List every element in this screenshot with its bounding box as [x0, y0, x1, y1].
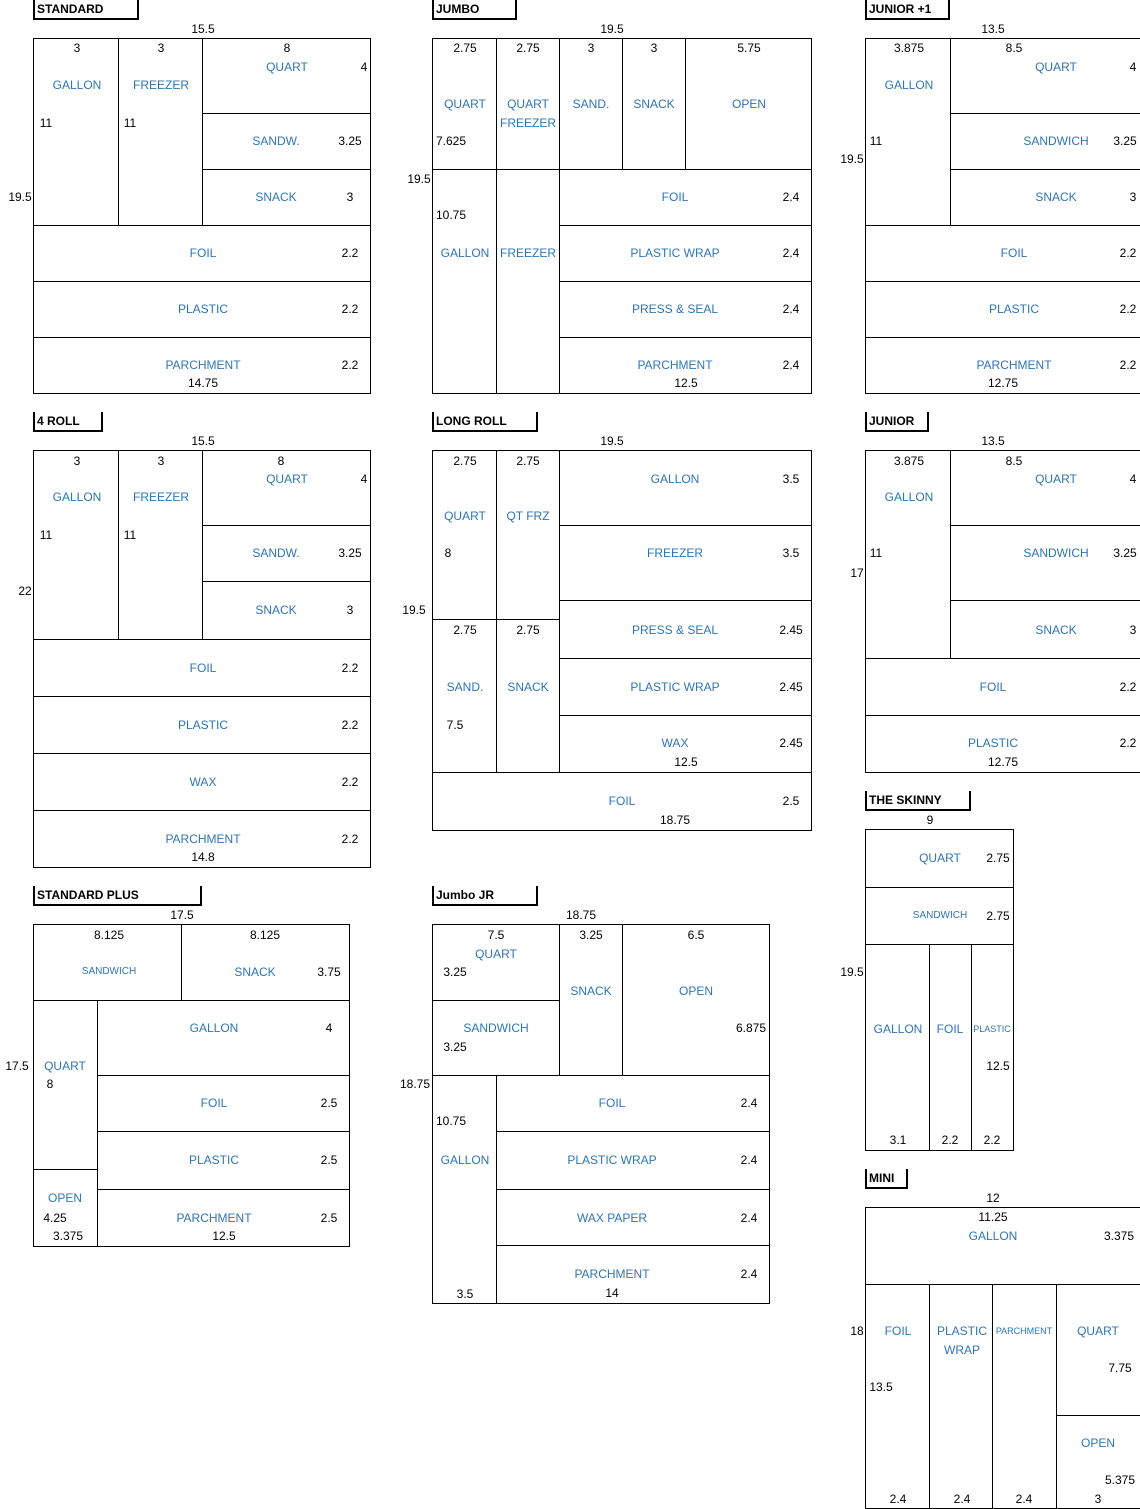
diagram-cell [496, 450, 560, 620]
dimension-label: 2.2 [341, 358, 359, 372]
dimension-label: 3.5 [782, 546, 800, 560]
dimension-label: 8 [277, 454, 285, 468]
diagram-title: STANDARD PLUS [33, 886, 202, 906]
compartment-label: SNACK [507, 680, 549, 694]
dimension-label: 2.45 [779, 680, 803, 694]
dimension-label: 2.45 [779, 623, 803, 637]
dimension-label: 2.75 [986, 909, 1010, 923]
compartment-label: GALLON [52, 78, 102, 92]
dimension-label: 3 [346, 603, 354, 617]
dimension-label: 13.5 [869, 1380, 893, 1394]
compartment-label: PLASTIC [188, 1153, 240, 1167]
compartment-label: PARCHMENT [995, 1326, 1053, 1336]
dimension-label: 2.5 [320, 1096, 338, 1110]
diagram-cell [97, 1000, 350, 1076]
dimension-label: 2.2 [341, 718, 359, 732]
compartment-label: GALLON [884, 78, 934, 92]
compartment-label: GALLON [189, 1021, 239, 1035]
dimension-label: 2.4 [1015, 1492, 1033, 1506]
compartment-label: PARCHMENT [165, 832, 241, 846]
dimension-label: 12 [986, 1191, 1000, 1205]
compartment-label: OPEN [731, 97, 767, 111]
compartment-label: SNACK [1035, 623, 1077, 637]
dimension-label: 3 [650, 41, 658, 55]
dimension-label: 18.75 [399, 1077, 431, 1091]
dimension-label: 15.5 [191, 434, 215, 448]
dimension-label: 3.5 [456, 1287, 474, 1301]
dimension-label: 3 [157, 454, 165, 468]
dimension-label: 3 [73, 41, 81, 55]
compartment-label: QUART [1035, 60, 1077, 74]
dimension-label: 11.25 [978, 1210, 1008, 1224]
dimension-label: 19.5 [402, 603, 426, 617]
dimension-label: 2.4 [740, 1096, 758, 1110]
dimension-label: 12.5 [674, 376, 698, 390]
dimension-label: 2.2 [1119, 358, 1137, 372]
compartment-label: FOIL [979, 680, 1007, 694]
dimension-label: 3.25 [443, 965, 467, 979]
dimension-label: 10.75 [435, 208, 467, 222]
dimension-label: 2.2 [341, 246, 359, 260]
diagram-cell [929, 944, 972, 1151]
compartment-label: QUART [266, 60, 308, 74]
dimension-label: 8 [283, 41, 291, 55]
compartment-label: FREEZER [132, 490, 190, 504]
dimension-label: 8.125 [93, 928, 125, 942]
diagram-cell [496, 619, 560, 773]
compartment-label: PLASTIC WRAP [567, 1153, 657, 1167]
dimension-label: 4.25 [43, 1211, 67, 1225]
dimension-label: 3.25 [443, 1040, 467, 1054]
compartment-label: SANDWICH [912, 910, 968, 921]
dimension-label: 2.75 [453, 41, 477, 55]
compartment-label: GALLON [440, 246, 490, 260]
dimension-label: 2.5 [782, 794, 800, 808]
dimension-label: 8.125 [249, 928, 281, 942]
compartment-label: QUART [919, 851, 961, 865]
compartment-label: PLASTIC WRAP [630, 246, 720, 260]
dimension-label: 3 [1094, 1492, 1102, 1506]
dimension-label: 3.5 [782, 472, 800, 486]
dimension-label: 7.625 [435, 134, 467, 148]
dimension-label: 18.75 [565, 908, 597, 922]
compartment-label: FOIL [936, 1022, 964, 1036]
dimension-label: 22 [18, 584, 32, 598]
diagram-cell [950, 450, 1140, 526]
dimension-label: 3 [587, 41, 595, 55]
compartment-label: FOIL [1000, 246, 1028, 260]
compartment-label: OPEN [1080, 1436, 1116, 1450]
compartment-label: SNACK [255, 190, 297, 204]
dimension-label: 8 [444, 546, 452, 560]
compartment-label: SANDW. [252, 546, 300, 560]
diagram-title: Jumbo JR [432, 886, 538, 906]
compartment-label: FREEZER [499, 246, 557, 260]
compartment-label: GALLON [884, 490, 934, 504]
dimension-label: 4 [1129, 60, 1137, 74]
dimension-label: 3.25 [1113, 546, 1137, 560]
compartment-label: QUART [475, 947, 517, 961]
dimension-label: 14 [605, 1286, 619, 1300]
dimension-label: 2.5 [320, 1211, 338, 1225]
dimension-label: 11 [39, 528, 53, 542]
compartment-label: QUART [507, 97, 549, 111]
compartment-label: WAX [189, 775, 217, 789]
diagram-cell [33, 1000, 98, 1170]
dimension-label: 2.75 [516, 41, 540, 55]
compartment-label: SANDWICH [463, 1021, 529, 1035]
dimension-label: 3 [73, 454, 81, 468]
dimension-label: 2.4 [953, 1492, 971, 1506]
compartment-label: SNACK [633, 97, 675, 111]
dimension-label: 3 [346, 190, 354, 204]
diagram-cell [432, 169, 497, 394]
compartment-label: SNACK [234, 965, 276, 979]
dimension-label: 7.5 [487, 928, 505, 942]
dimension-label: 2.4 [782, 246, 800, 260]
dimension-label: 2.2 [1119, 680, 1137, 694]
dimension-label: 9 [926, 813, 934, 827]
dimension-label: 4 [360, 472, 368, 486]
dimension-label: 2.75 [453, 623, 477, 637]
dimension-label: 2.5 [320, 1153, 338, 1167]
dimension-label: 8.5 [1005, 454, 1023, 468]
dimension-label: 2.4 [782, 190, 800, 204]
diagram-cell [432, 450, 497, 620]
dimension-label: 3.25 [1113, 134, 1137, 148]
dimension-label: 2.4 [740, 1211, 758, 1225]
compartment-label: QUART [1035, 472, 1077, 486]
compartment-label: GALLON [873, 1022, 923, 1036]
dimension-label: 7.75 [1108, 1361, 1132, 1375]
dimension-label: 10.75 [435, 1114, 467, 1128]
diagram-title: MINI [865, 1169, 908, 1189]
dimension-label: 2.75 [516, 623, 540, 637]
dimension-label: 2.2 [341, 661, 359, 675]
compartment-label: PLASTIC WRAP [630, 680, 720, 694]
compartment-label: PLASTIC [177, 302, 229, 316]
compartment-label: PARCHMENT [976, 358, 1052, 372]
dimension-label: 4 [360, 60, 368, 74]
compartment-label: QUART [266, 472, 308, 486]
compartment-label: SANDWICH [1023, 134, 1089, 148]
diagram-title: LONG ROLL [432, 412, 538, 432]
dimension-label: 18.75 [659, 813, 691, 827]
compartment-label: GALLON [440, 1153, 490, 1167]
dimension-label: 3.25 [338, 546, 362, 560]
dimension-label: 12.75 [987, 376, 1019, 390]
dimension-label: 19.5 [600, 22, 624, 36]
dimension-label: 3 [157, 41, 165, 55]
compartment-label: GALLON [650, 472, 700, 486]
dimension-label: 2.75 [516, 454, 540, 468]
diagram-cell [202, 450, 371, 526]
dimension-label: 12.5 [986, 1059, 1010, 1073]
compartment-label: SNACK [255, 603, 297, 617]
dimension-label: 18 [850, 1324, 864, 1338]
compartment-label: WAX [661, 736, 689, 750]
dimension-label: 3.375 [1103, 1229, 1135, 1243]
dimension-label: 3.1 [889, 1133, 907, 1147]
diagram-cell [559, 450, 812, 526]
dimension-label: 19.5 [407, 172, 431, 186]
dimension-label: 2.4 [740, 1267, 758, 1281]
diagram-title: JUNIOR [865, 412, 929, 432]
diagram-cell [559, 525, 812, 601]
compartment-label: PRESS & SEAL [631, 302, 719, 316]
compartment-label: FOIL [661, 190, 689, 204]
diagram-cell [992, 1284, 1057, 1509]
diagram-cell [950, 38, 1140, 114]
diagram-cell [432, 619, 497, 773]
dimension-label: 2.75 [986, 851, 1010, 865]
diagram-title: STANDARD [33, 0, 139, 20]
dimension-label: 2.2 [1119, 302, 1137, 316]
compartment-label: QUART [444, 509, 486, 523]
dimension-label: 19.5 [600, 434, 624, 448]
dimension-label: 3.875 [893, 41, 925, 55]
dimension-label: 5.375 [1104, 1473, 1136, 1487]
compartment-label: SNACK [570, 984, 612, 998]
dimension-label: 11 [123, 528, 137, 542]
dimension-label: 12.5 [674, 755, 698, 769]
compartment-label: SNACK [1035, 190, 1077, 204]
diagram-cell [929, 1284, 993, 1509]
compartment-label: OPEN [47, 1191, 83, 1205]
dimension-label: 3 [1129, 623, 1137, 637]
compartment-label: QUART [44, 1059, 86, 1073]
diagram-cell [496, 169, 560, 394]
dimension-label: 2.4 [740, 1153, 758, 1167]
dimension-label: 12.5 [212, 1229, 236, 1243]
diagram-title: THE SKINNY [865, 791, 971, 811]
diagram-title: JUMBO [432, 0, 517, 20]
diagram-cell [865, 38, 951, 226]
dimension-label: 3.25 [338, 134, 362, 148]
compartment-label: SANDW. [252, 134, 300, 148]
dimension-label: 2.2 [1119, 736, 1137, 750]
compartment-label: FOIL [189, 661, 217, 675]
diagram-cell [865, 944, 930, 1151]
compartment-label: GALLON [968, 1229, 1018, 1243]
dimension-label: 19.5 [8, 190, 32, 204]
dimension-label: 11 [123, 116, 137, 130]
compartment-label: SANDWICH [1023, 546, 1089, 560]
compartment-label: QUART [444, 97, 486, 111]
compartment-label: FOIL [884, 1324, 912, 1338]
dimension-label: 14.75 [187, 376, 219, 390]
diagram-title: 4 ROLL [33, 412, 103, 432]
dimension-label: 13.5 [981, 22, 1005, 36]
dimension-label: 2.2 [941, 1133, 959, 1147]
compartment-label: PLASTIC [967, 736, 1019, 750]
compartment-label: PARCHMENT [574, 1267, 650, 1281]
dimension-label: 2.2 [983, 1133, 1001, 1147]
compartment-label: FOIL [189, 246, 217, 260]
diagram-cell [865, 1284, 930, 1509]
dimension-label: 4 [325, 1021, 333, 1035]
compartment-label: FREEZER [499, 116, 557, 130]
dimension-label: 2.2 [1119, 246, 1137, 260]
diagram-cell [33, 38, 119, 226]
compartment-label: FREEZER [132, 78, 190, 92]
diagram-cell [432, 1000, 560, 1076]
dimension-label: 2.2 [341, 832, 359, 846]
dimension-label: 2.2 [341, 302, 359, 316]
dimension-label: 2.4 [782, 358, 800, 372]
diagram-cell [118, 450, 203, 640]
dimension-label: 19.5 [840, 965, 864, 979]
dimension-label: 11 [869, 134, 883, 148]
diagram-cell [950, 525, 1140, 601]
diagram-cell [118, 38, 203, 226]
dimension-label: 5.75 [737, 41, 761, 55]
dimension-label: 11 [39, 116, 53, 130]
compartment-label: PARCHMENT [165, 358, 241, 372]
compartment-label: PLASTIC [973, 1024, 1011, 1034]
dimension-label: 2.75 [453, 454, 477, 468]
diagram-cell [432, 1075, 497, 1304]
compartment-label: FOIL [200, 1096, 228, 1110]
compartment-label: SANDWICH [81, 966, 137, 977]
compartment-label: WRAP [944, 1343, 980, 1357]
diagram-cell [971, 944, 1014, 1151]
dimension-label: 6.875 [735, 1021, 767, 1035]
dimension-label: 11 [869, 546, 883, 560]
dimension-label: 12.75 [987, 755, 1019, 769]
dimension-label: 17.5 [170, 908, 194, 922]
compartment-label: PARCHMENT [637, 358, 713, 372]
diagram-cell [33, 450, 119, 640]
dimension-label: 3.25 [579, 928, 603, 942]
compartment-label: SAND. [446, 680, 484, 694]
diagram-title: JUNIOR +1 [865, 0, 950, 20]
dimension-label: 6.5 [687, 928, 705, 942]
dimension-label: 7.5 [446, 718, 464, 732]
dimension-label: 8.5 [1005, 41, 1023, 55]
dimension-label: 3.375 [52, 1229, 84, 1243]
dimension-label: 14.8 [191, 850, 215, 864]
compartment-label: FOIL [598, 1096, 626, 1110]
dimension-label: 19.5 [840, 152, 864, 166]
compartment-label: FREEZER [646, 546, 704, 560]
dimension-label: 3 [1129, 190, 1137, 204]
diagram-cell [622, 924, 770, 1076]
dimension-label: 2.4 [889, 1492, 907, 1506]
dimension-label: 17 [850, 566, 864, 580]
dimension-label: 4 [1129, 472, 1137, 486]
compartment-label: SAND. [572, 97, 610, 111]
compartment-label: PLASTIC [988, 302, 1040, 316]
compartment-label: PLASTIC [177, 718, 229, 732]
compartment-label: PRESS & SEAL [631, 623, 719, 637]
compartment-label: PLASTIC [936, 1324, 988, 1338]
diagram-cell [559, 924, 623, 1076]
dimension-label: 17.5 [5, 1059, 29, 1073]
compartment-label: GALLON [52, 490, 102, 504]
dimension-label: 2.2 [341, 775, 359, 789]
compartment-label: PARCHMENT [176, 1211, 252, 1225]
diagram-cell [496, 1075, 770, 1132]
compartment-label: QT FRZ [506, 509, 550, 523]
compartment-label: FOIL [608, 794, 636, 808]
dimension-label: 3.875 [893, 454, 925, 468]
dimension-label: 15.5 [191, 22, 215, 36]
dimension-label: 2.4 [782, 302, 800, 316]
dimension-label: 13.5 [981, 434, 1005, 448]
diagram-cell [1056, 1284, 1140, 1416]
compartment-label: OPEN [678, 984, 714, 998]
dimension-label: 8 [46, 1077, 54, 1091]
compartment-label: WAX PAPER [576, 1211, 648, 1225]
compartment-label: QUART [1077, 1324, 1119, 1338]
dimension-label: 3.75 [317, 965, 341, 979]
dimension-label: 2.45 [779, 736, 803, 750]
